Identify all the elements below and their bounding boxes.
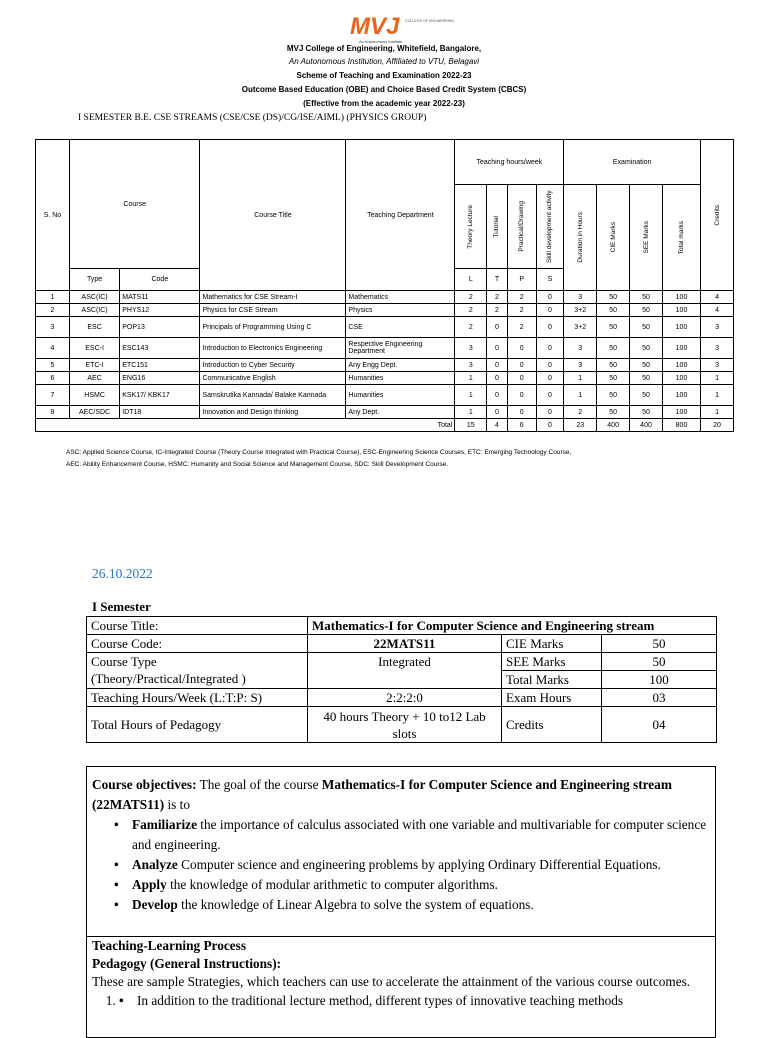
cell-total: 100 <box>662 385 700 406</box>
cell-title: Communicative English <box>200 372 346 385</box>
cell-code: ESC143 <box>120 338 200 359</box>
cell-t: 0 <box>487 372 508 385</box>
cell-type: HSMC <box>69 385 119 406</box>
cell-cie: 50 <box>597 317 630 338</box>
cell-duration: 3 <box>564 359 597 372</box>
cell-type: ESC-I <box>69 338 119 359</box>
cell-credits: 1 <box>701 406 734 419</box>
total-s: 0 <box>536 419 564 432</box>
tlp-subheading: Pedagogy (General Instructions): <box>92 956 282 971</box>
cell-dept: Humanities <box>346 385 455 406</box>
course-type-label-1: Course Type <box>91 654 157 669</box>
scheme-table <box>35 139 734 432</box>
semester-title: I Semester <box>92 599 151 614</box>
objectives-paragraph <box>87 767 715 815</box>
cell-credits: 1 <box>701 385 734 406</box>
cell-total: 100 <box>662 338 700 359</box>
objective-item <box>114 815 715 855</box>
header-t: T <box>487 269 508 291</box>
cell-dept: CSE <box>346 317 455 338</box>
cell-dept: Mathematics <box>346 291 455 304</box>
header-examination: Examination <box>564 140 701 185</box>
cell-l: 3 <box>455 338 487 359</box>
course-code-value: 22MATS11 <box>308 635 502 653</box>
course-type-label <box>87 653 308 689</box>
cell-title: Mathematics for CSE Stream-I <box>200 291 346 304</box>
scheme-row <box>36 359 734 372</box>
header-cie: CIE Marks <box>609 222 617 253</box>
cie-marks-label: CIE Marks <box>502 635 602 653</box>
objective-item <box>114 895 715 915</box>
course-type-label-2: (Theory/Practical/Integrated ) <box>91 671 246 686</box>
cell-dept: Any Engg Dept. <box>346 359 455 372</box>
cell-duration: 3+2 <box>564 317 597 338</box>
cell-t: 0 <box>487 338 508 359</box>
cell-duration: 2 <box>564 406 597 419</box>
cell-sno: 7 <box>36 385 70 406</box>
total-duration: 23 <box>564 419 597 432</box>
objectives-lead-end: is to <box>164 797 191 812</box>
see-marks-value: 50 <box>602 653 717 671</box>
header-theory: Theory Lecture <box>467 204 475 249</box>
cell-l: 1 <box>455 385 487 406</box>
cell-p: 2 <box>507 304 536 317</box>
objectives-list <box>87 815 715 915</box>
document-date: 26.10.2022 <box>92 566 153 581</box>
cell-credits: 3 <box>701 338 734 359</box>
header-teaching-dept: Teaching Department <box>346 140 455 291</box>
cell-see: 50 <box>630 338 663 359</box>
header-affiliation: An Autonomous Institution, Affiliated to VTU, Belagavi <box>288 57 480 66</box>
total-see: 400 <box>630 419 663 432</box>
cell-l: 2 <box>455 317 487 338</box>
cell-s: 0 <box>536 406 564 419</box>
scheme-row <box>36 385 734 406</box>
cell-t: 2 <box>487 304 508 317</box>
objective-item <box>114 855 715 875</box>
cell-title: Samskrutika Kannada/ Balake Kannada <box>200 385 346 406</box>
cell-p: 0 <box>507 359 536 372</box>
credits-value: 04 <box>602 707 717 743</box>
cell-sno: 5 <box>36 359 70 372</box>
cell-cie: 50 <box>597 406 630 419</box>
cell-title: Introduction to Cyber Security <box>200 359 346 372</box>
cell-p: 0 <box>507 406 536 419</box>
header-course-title: Course Title <box>200 140 346 291</box>
cell-type: ETC-I <box>69 359 119 372</box>
cell-l: 3 <box>455 359 487 372</box>
objective-text: the knowledge of Linear Algebra to solve the system of equations. <box>177 897 534 912</box>
cell-credits: 1 <box>701 372 734 385</box>
course-type-value: Integrated <box>308 653 502 689</box>
scheme-row <box>36 291 734 304</box>
cell-cie: 50 <box>597 372 630 385</box>
header-tutorial: Tutorial <box>493 215 501 238</box>
cell-code: MATS11 <box>120 291 200 304</box>
header-scheme: Scheme of Teaching and Examination 2022-23 <box>296 71 472 80</box>
pedagogy-hours-label: Total Hours of Pedagogy <box>87 707 308 743</box>
course-details-table <box>86 616 717 743</box>
cell-credits: 3 <box>701 317 734 338</box>
header-college-name: MVJ College of Engineering, Whitefield, Bangalore, <box>286 44 482 53</box>
objectives-course-bold: Mathematics-I for Computer Science and Engineering stream (22MATS11) <box>92 777 672 812</box>
header-see: SEE Marks <box>642 221 650 254</box>
objective-text: Computer science and engineering problems by applying Ordinary Differential Equations. <box>177 857 661 872</box>
tlp-heading: Teaching-Learning Process <box>92 938 247 953</box>
cell-sno: 8 <box>36 406 70 419</box>
objective-text: the knowledge of modular arithmetic to computer algorithms. <box>166 877 498 892</box>
header-sno: S. No <box>36 140 70 291</box>
cell-title: Introduction to Electronics Engineering <box>200 338 346 359</box>
cell-type: AEC <box>69 372 119 385</box>
cell-l: 1 <box>455 372 487 385</box>
cell-total: 100 <box>662 304 700 317</box>
cell-duration: 3+2 <box>564 304 597 317</box>
cell-cie: 50 <box>597 291 630 304</box>
header-s: S <box>536 269 564 291</box>
total-marks: 800 <box>662 419 700 432</box>
objective-text: the importance of calculus associated with one variable and multivariable for computer science and engineering. <box>132 817 707 852</box>
cell-dept: Humanities <box>346 372 455 385</box>
cell-dept: Respective Engineering Department <box>346 338 455 359</box>
college-logo <box>347 12 455 46</box>
cell-s: 0 <box>536 304 564 317</box>
cell-p: 0 <box>507 385 536 406</box>
cell-dept: Physics <box>346 304 455 317</box>
cell-title: Principals of Programming Using C <box>200 317 346 338</box>
logo-side-text: COLLEGE OF ENGINEERING <box>405 19 455 23</box>
cell-s: 0 <box>536 359 564 372</box>
objective-verb: Analyze <box>132 857 178 872</box>
cell-see: 50 <box>630 304 663 317</box>
logo-tagline: An Autonomous Institute <box>359 39 403 44</box>
total-marks-value: 100 <box>602 671 717 689</box>
header-teaching-hours: Teaching hours/week <box>455 140 564 185</box>
total-row <box>36 419 734 432</box>
cell-sno: 6 <box>36 372 70 385</box>
cell-total: 100 <box>662 291 700 304</box>
cell-duration: 1 <box>564 372 597 385</box>
cell-duration: 1 <box>564 385 597 406</box>
header-obe: Outcome Based Education (OBE) and Choice Based Credit System (CBCS) <box>241 85 527 94</box>
pedagogy-hours-value: 40 hours Theory + 10 to12 Lab slots <box>308 707 502 743</box>
header-credits: Credits <box>713 204 721 226</box>
cell-see: 50 <box>630 372 663 385</box>
total-credits: 20 <box>701 419 734 432</box>
cell-credits: 3 <box>701 359 734 372</box>
teaching-learning-section <box>92 937 709 1011</box>
scheme-row <box>36 372 734 385</box>
header-skill: Skill development activity <box>545 190 553 263</box>
cell-see: 50 <box>630 317 663 338</box>
cell-sno: 3 <box>36 317 70 338</box>
cell-dept: Any Dept. <box>346 406 455 419</box>
cie-marks-value: 50 <box>602 635 717 653</box>
cell-duration: 3 <box>564 291 597 304</box>
cell-code: POP13 <box>120 317 200 338</box>
credits-label: Credits <box>502 707 602 743</box>
cell-t: 2 <box>487 291 508 304</box>
objective-verb: Develop <box>132 897 178 912</box>
cell-sno: 4 <box>36 338 70 359</box>
objective-verb: Familiarize <box>132 817 197 832</box>
cell-title: Innovation and Design thinking <box>200 406 346 419</box>
scheme-row <box>36 317 734 338</box>
total-marks-label: Total Marks <box>502 671 602 689</box>
header-course: Course <box>69 140 200 269</box>
cell-sno: 2 <box>36 304 70 317</box>
exam-hours-value: 03 <box>602 689 717 707</box>
cell-duration: 3 <box>564 338 597 359</box>
objectives-lead-bold: Course objectives: <box>92 777 197 792</box>
cell-p: 2 <box>507 291 536 304</box>
cell-t: 0 <box>487 385 508 406</box>
header-code: Code <box>120 269 200 291</box>
total-cie: 400 <box>597 419 630 432</box>
cell-credits: 4 <box>701 304 734 317</box>
cell-see: 50 <box>630 406 663 419</box>
exam-hours-label: Exam Hours <box>502 689 602 707</box>
cell-p: 2 <box>507 317 536 338</box>
objective-item <box>114 875 715 895</box>
semester-stream-line: I SEMESTER B.E. CSE STREAMS (CSE/CSE (DS)/CG/ISE/AIML) (PHYSICS GROUP) <box>78 113 427 123</box>
see-marks-label: SEE Marks <box>502 653 602 671</box>
course-code-label: Course Code: <box>87 635 308 653</box>
cell-code: ENG16 <box>120 372 200 385</box>
legend-line-1: ASC: Applied Science Course, IC-Integrated Course (Theory Course Integrated with Practical Course), ESC-Engineering Science Courses, ETC: Emerging Technology Course, <box>66 449 572 456</box>
header-duration: Duration in Hours <box>576 212 584 263</box>
cell-cie: 50 <box>597 304 630 317</box>
cell-code: KSK17/ KBK17 <box>120 385 200 406</box>
header-l: L <box>455 269 487 291</box>
scheme-row <box>36 338 734 359</box>
cell-cie: 50 <box>597 359 630 372</box>
scheme-row <box>36 406 734 419</box>
logo-mark: MVJ <box>350 13 400 40</box>
header-type: Type <box>69 269 119 291</box>
objectives-lead-text: The goal of the course <box>196 777 322 792</box>
header-total-marks: Total marks <box>678 220 685 255</box>
cell-t: 0 <box>487 359 508 372</box>
cell-cie: 50 <box>597 385 630 406</box>
cell-see: 50 <box>630 385 663 406</box>
cell-s: 0 <box>536 372 564 385</box>
cell-total: 100 <box>662 406 700 419</box>
cell-total: 100 <box>662 317 700 338</box>
cell-s: 0 <box>536 385 564 406</box>
cell-credits: 4 <box>701 291 734 304</box>
cell-see: 50 <box>630 359 663 372</box>
cell-t: 0 <box>487 406 508 419</box>
cell-l: 2 <box>455 304 487 317</box>
total-p: 6 <box>507 419 536 432</box>
cell-s: 0 <box>536 338 564 359</box>
objective-verb: Apply <box>132 877 167 892</box>
legend-line-2: AEC: Ability Enhancement Course, HSMC: Humanity and Social Science and Management Course, SDC: Skill Development Course. <box>66 461 449 468</box>
cell-s: 0 <box>536 317 564 338</box>
tlp-list <box>92 991 709 1011</box>
cell-cie: 50 <box>597 338 630 359</box>
cell-total: 100 <box>662 359 700 372</box>
course-title-value: Mathematics-I for Computer Science and Engineering stream <box>308 617 717 635</box>
cell-s: 0 <box>536 291 564 304</box>
cell-code: ETC151 <box>120 359 200 372</box>
header-p: P <box>507 269 536 291</box>
cell-type: ASC(IC) <box>69 291 119 304</box>
cell-l: 1 <box>455 406 487 419</box>
header-effective: (Effective from the academic year 2022-23) <box>303 99 465 108</box>
cell-t: 0 <box>487 317 508 338</box>
course-title-label: Course Title: <box>87 617 308 635</box>
course-objectives-box <box>86 766 716 1038</box>
cell-p: 0 <box>507 372 536 385</box>
total-label: Total <box>36 419 455 432</box>
cell-code: IDT18 <box>120 406 200 419</box>
total-t: 4 <box>487 419 508 432</box>
cell-type: ASC(IC) <box>69 304 119 317</box>
teaching-hours-label: Teaching Hours/Week (L:T:P: S) <box>87 689 308 707</box>
total-l: 15 <box>455 419 487 432</box>
tlp-item: • 1. In addition to the traditional lecture method, different types of innovative teaching methods <box>119 991 709 1011</box>
cell-p: 0 <box>507 338 536 359</box>
cell-type: AEC/SDC <box>69 406 119 419</box>
cell-l: 2 <box>455 291 487 304</box>
cell-title: Physics for CSE Stream <box>200 304 346 317</box>
cell-total: 100 <box>662 372 700 385</box>
cell-type: ESC <box>69 317 119 338</box>
cell-sno: 1 <box>36 291 70 304</box>
scheme-row <box>36 304 734 317</box>
cell-code: PHYS12 <box>120 304 200 317</box>
cell-see: 50 <box>630 291 663 304</box>
teaching-hours-value: 2:2:2:0 <box>308 689 502 707</box>
header-practical: Practical/Drawing <box>518 201 526 252</box>
tlp-intro: These are sample Strategies, which teachers can use to accelerate the attainment of the various course outcomes. <box>92 974 691 989</box>
